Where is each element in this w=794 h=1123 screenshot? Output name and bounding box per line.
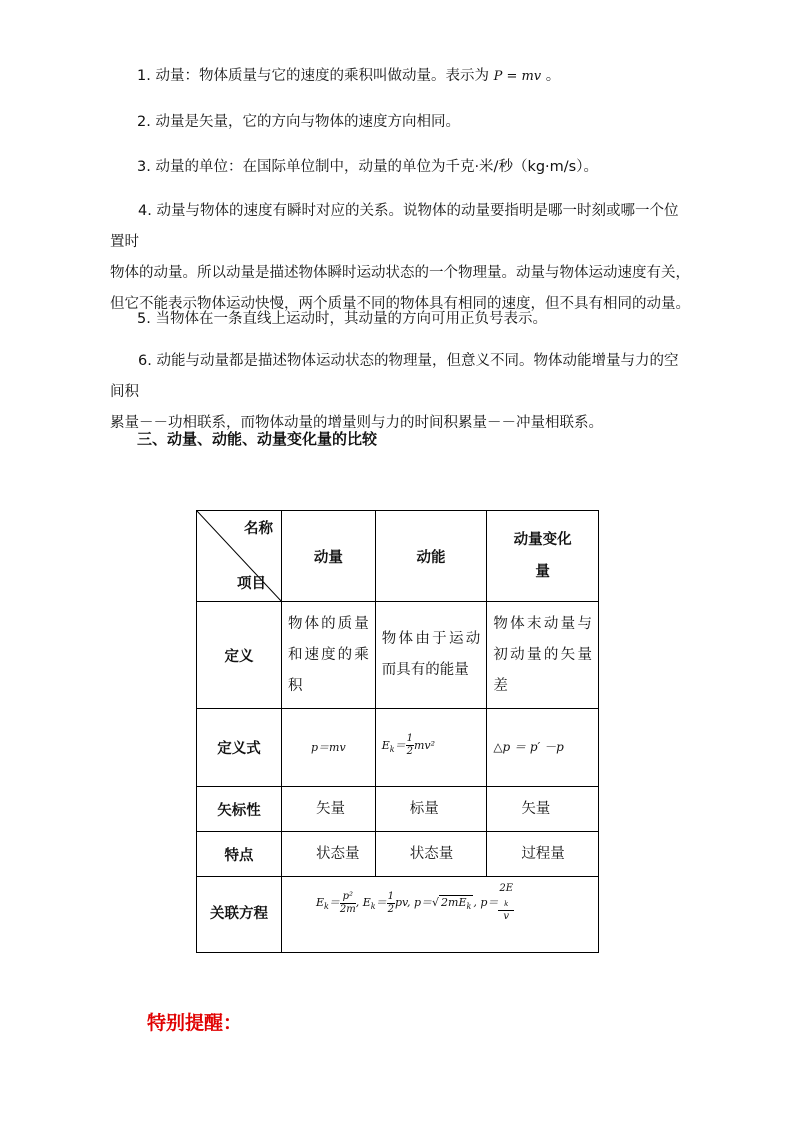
corner-bottom-label: 项目: [237, 576, 266, 592]
item-3: [137, 157, 598, 177]
table-row: [197, 602, 599, 709]
table-cell: 过程量: [487, 832, 599, 877]
section-heading: 三、动量、动能、动量变化量的比较: [137, 430, 378, 448]
corner-cell: [197, 511, 282, 602]
row-label: 定义式: [197, 709, 282, 787]
formula-cell: p＝mv: [282, 709, 376, 787]
formula-cell: $E_k=$ $\frac{1}{2}$ mv²: [375, 709, 487, 787]
table-header-row: [197, 511, 599, 602]
table-cell: 物体末动量与初动量的矢量差: [487, 602, 599, 709]
item-text: 物体的动量。所以动量是描述物体瞬时运动状态的一个物理量。动量与物体运动速度有关，但它不能表示物体运动快慢，两个质量不同的物体具有相同的速度，但不具有相同的动量。: [110, 265, 690, 312]
item-text: 动量：物体质量与它的速度的乘积叫做动量。表示为: [155, 68, 489, 84]
table-cell: 物体由于运动而具有的能量: [375, 602, 487, 709]
table-cell: 标量: [375, 787, 487, 832]
item-number: 5.: [137, 311, 151, 327]
row-label: 矢标性: [197, 787, 282, 832]
item-number: 1.: [137, 68, 151, 84]
table-cell: 状态量: [375, 832, 487, 877]
table-row: [197, 709, 599, 787]
corner-top-label: 名称: [244, 521, 273, 537]
column-header: 动能: [375, 511, 487, 602]
column-header: 动量变化量: [487, 511, 599, 602]
item-2: [137, 112, 460, 132]
item-6: [110, 346, 690, 439]
item-first-line: 6. 动能与动量都是描述物体运动状态的物理量，但意义不同。物体动能增量与力的空间积: [110, 353, 679, 400]
table-row: [197, 787, 599, 832]
special-reminder-heading: 特别提醒：: [147, 1012, 243, 1034]
row-label: 特点: [197, 832, 282, 877]
item-number: 3.: [137, 159, 151, 175]
formula-momentum: P = mv: [493, 69, 542, 84]
row-label: 关联方程: [197, 877, 282, 953]
item-5: [137, 309, 547, 329]
item-tail: 。: [545, 68, 561, 84]
formula-cell: △p ＝ p′ －p: [487, 709, 599, 787]
item-first-line: 4. 动量与物体的速度有瞬时对应的关系。说物体的动量要指明是哪一时刻或哪一个位置时: [110, 203, 679, 250]
relation-formulas: $E_k=$ $\frac{\text{p²}}{2m}$ , $E_k=$ $\frac{1}{2}$ pv, p＝√ $2mE_k$ , p＝ 2E $_k$ v: [282, 877, 599, 953]
item-text: 当物体在一条直线上运动时，其动量的方向可用正负号表示。: [155, 311, 547, 327]
table-cell: 状态量: [282, 832, 376, 877]
comparison-table: [196, 510, 599, 953]
item-4: [110, 196, 690, 320]
item-text: 动量是矢量，它的方向与物体的速度方向相同。: [155, 114, 460, 130]
table-row: [197, 877, 599, 953]
item-text: 累量－－功相联系，而物体动量的增量则与力的时间积累量－－冲量相联系。: [110, 415, 603, 431]
table-row: [197, 832, 599, 877]
item-text: 动量的单位：在国际单位制中，动量的单位为千克·米/秒（kg·m/s）。: [155, 159, 598, 175]
table-cell: 矢量: [487, 787, 599, 832]
table-cell: 矢量: [282, 787, 376, 832]
item-number: 2.: [137, 114, 151, 130]
table-cell: 物体的质量和速度的乘积: [282, 602, 376, 709]
row-label: 定义: [197, 602, 282, 709]
column-header: 动量: [282, 511, 376, 602]
item-1: [137, 66, 560, 87]
